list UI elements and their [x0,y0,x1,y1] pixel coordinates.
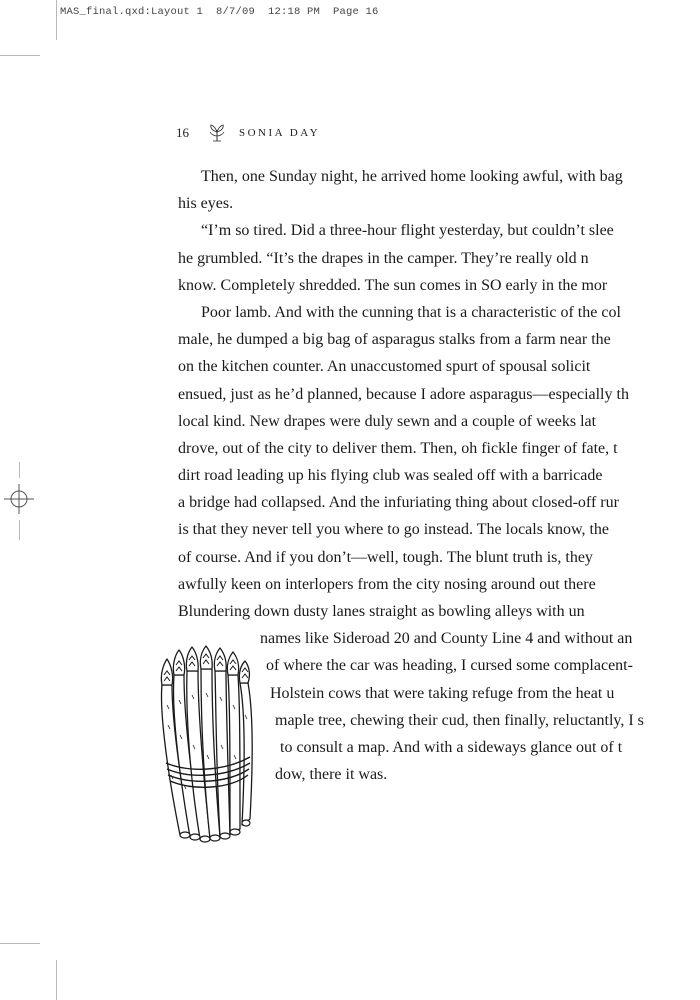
text-line: Blundering down dusty lanes straight as bowling alleys with un [178,603,585,620]
text-line: is that they never tell you where to go instead. The locals know, the [178,521,609,539]
asparagus-bundle-icon [150,645,262,845]
text-line: ensued, just as he’d planned, because I adore asparagus—especially th [178,385,629,403]
text-line: Then, one Sunday night, he arrived home looking awful, with bag [201,168,623,185]
page-number: 16 [176,125,189,140]
running-header-author: SONIA DAY [239,127,321,139]
running-header [176,124,320,142]
text-line: a bridge had collapsed. And the infuriating thing about closed-off rur [178,494,619,512]
crop-mark-top-vertical [56,0,57,40]
text-line: know. Completely shredded. The sun comes in SO early in the mor [178,276,608,294]
print-slug: MAS_final.qxd:Layout 1 8/7/09 12:18 PM Page 16 [60,6,379,18]
text-line: his eyes. [178,195,234,213]
crop-mark-bottom-horizontal [0,943,40,944]
leaf-ornament-icon [207,124,227,142]
text-line: to consult a map. And with a sideways glance out of t [280,738,623,756]
text-line: Poor lamb. And with the cunning that is a characteristic of the col [201,303,621,321]
crop-mark-mid-vertical-lower [19,520,20,540]
text-line: dow, there it was. [275,766,388,784]
registration-mark-icon [4,484,34,514]
text-line: local kind. New drapes were duly sewn and a couple of weeks lat [178,412,597,430]
text-line: on the kitchen counter. An unaccustomed spurt of spousal solicit [178,358,591,376]
text-line: Holstein cows that were taking refuge from the heat u [270,684,615,702]
text-line: of where the car was heading, I cursed some complacent- [266,657,633,675]
text-line: drove, out of the city to deliver them. Then, oh fickle finger of fate, t [178,439,618,457]
text-line: of course. And if you don’t—well, tough. The blunt truth is, they [178,548,593,566]
text-line: dirt road leading up his flying club was sealed off with a barricade [178,467,603,485]
crop-mark-top-horizontal [0,55,40,56]
text-line: he grumbled. “It’s the drapes in the camper. They’re really old n [178,249,589,267]
text-line: male, he dumped a big bag of asparagus stalks from a farm near the [178,331,611,349]
text-line: names like Sideroad 20 and County Line 4 and without an [260,630,633,648]
crop-mark-bottom-vertical [56,960,57,1000]
crop-mark-mid-vertical [19,462,20,478]
text-line: awfully keen on interlopers from the city nosing around out there [178,575,596,593]
text-line: maple tree, chewing their cud, then finally, reluctantly, I s [275,711,644,729]
text-line: “I’m so tired. Did a three-hour flight yesterday, but couldn’t slee [201,222,614,240]
